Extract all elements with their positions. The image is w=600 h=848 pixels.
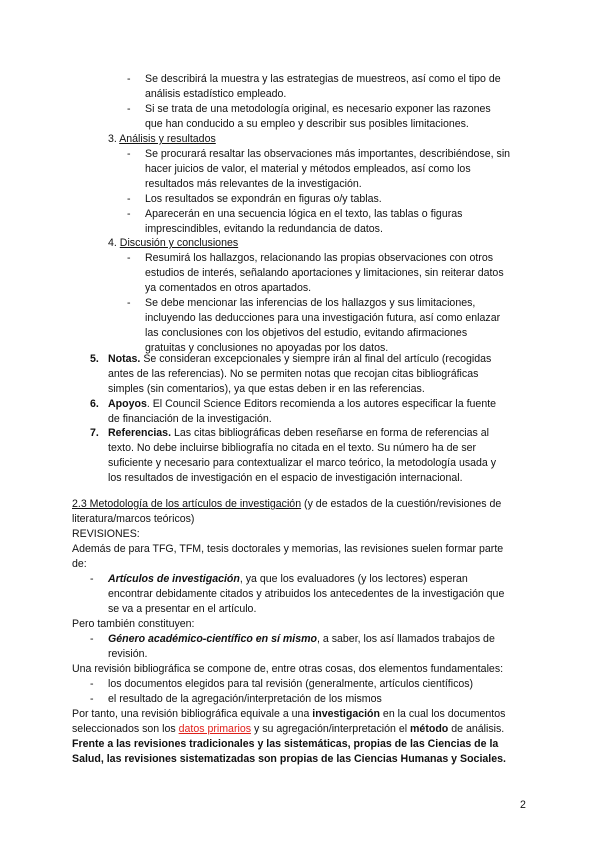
bullet-dash: - xyxy=(127,193,131,205)
text-line: Por tanto, una revisión bibliográfica equivale a una investigación en la cual los documentos xyxy=(72,708,506,720)
bullet-dash: - xyxy=(127,208,131,220)
bullet-dash: - xyxy=(90,693,94,705)
text-line: literatura/marcos teóricos) xyxy=(72,513,195,525)
bullet-dash: - xyxy=(127,73,131,85)
text-line: ya comentados en otros apartados. xyxy=(145,282,312,294)
bullet-dash: - xyxy=(127,252,131,264)
section-heading: 2.3 Metodología de los artículos de investigación (y de estados de la cuestión/revisiones de xyxy=(72,498,502,510)
bullet-dash: - xyxy=(127,148,131,160)
text-line: Además de para TFG, TFM, tesis doctorales y memorias, las revisiones suelen formar parte xyxy=(72,543,504,555)
text-line: suficiente y necesario para contextualizar el marco teórico, la metodología usada y xyxy=(108,457,497,469)
text-line: REVISIONES: xyxy=(72,528,140,540)
list-number: 5. xyxy=(90,353,99,365)
text-line: seleccionados son los datos primarios y su agregación/interpretación el método de análisis. xyxy=(72,723,505,735)
text-line: los resultados de investigación en el espacio de investigación internacional. xyxy=(108,472,463,484)
text-line: que han conducido a su empleo y describir sus posibles limitaciones. xyxy=(145,118,469,130)
text-line: gratuitas y conclusiones no apoyadas por los datos. xyxy=(145,342,389,354)
text-line: Resumirá los hallazgos, relacionando las propias observaciones con otros xyxy=(145,252,494,264)
subsection-heading: 3. Análisis y resultados xyxy=(108,133,216,145)
text-line: el resultado de la agregación/interpretación de los mismos xyxy=(108,693,382,705)
text-line: imprescindibles, evitando la redundancia de datos. xyxy=(145,223,383,235)
text-line: hacer juicios de valor, el material y métodos empleados, así como los xyxy=(145,163,471,175)
text-line: Aparecerán en una secuencia lógica en el texto, las tablas o figuras xyxy=(145,208,463,220)
text-line: revisión. xyxy=(108,648,148,660)
bullet-dash: - xyxy=(127,297,131,309)
text-line: Notas. Se consideran excepcionales y siempre irán al final del artículo (recogidas xyxy=(108,353,492,365)
bullet-dash: - xyxy=(90,573,94,585)
text-line: Género académico-científico en sí mismo, a saber, los así llamados trabajos de xyxy=(108,633,495,645)
text-line: los documentos elegidos para tal revisión (generalmente, artículos científicos) xyxy=(108,678,474,690)
subsection-heading: 4. Discusión y conclusiones xyxy=(108,237,239,249)
text-line: Artículos de investigación, ya que los evaluadores (y los lectores) esperan xyxy=(108,573,468,585)
text-line: Se debe mencionar las inferencias de los hallazgos y sus limitaciones, xyxy=(145,297,476,309)
text-line: resultados más relevantes de la investigación. xyxy=(145,178,362,190)
text-line: se va a presentar en el artículo. xyxy=(108,603,257,615)
text-line: Se procurará resaltar las observaciones más importantes, describiéndose, sin xyxy=(145,148,511,160)
text-line: Pero también constituyen: xyxy=(72,618,195,630)
text-line: las conclusiones con los objetivos del estudio, evitando afirmaciones xyxy=(145,327,468,339)
text-line: de: xyxy=(72,558,87,570)
bullet-dash: - xyxy=(90,678,94,690)
list-number: 7. xyxy=(90,427,99,439)
text-line: de financiación de la investigación. xyxy=(108,413,272,425)
text-line: Frente a las revisiones tradicionales y las sistemáticas, propias de las Ciencias de la xyxy=(72,738,499,750)
text-line: estudios de interés, señalando aportaciones y limitaciones, sin reiterar datos xyxy=(145,267,504,279)
text-line: texto. No debe incluirse bibliografía no citada en el texto. Su número ha de ser xyxy=(108,442,477,454)
text-line: encontrar debidamente citados y atribuidos los antecedentes de la investigación que xyxy=(108,588,505,600)
text-line: Salud, las revisiones sistematizadas son propias de las Ciencias Humanas y Sociales. xyxy=(72,753,506,765)
bullet-dash: - xyxy=(90,633,94,645)
text-line: Una revisión bibliográfica se compone de, entre otras cosas, dos elementos fundamentales: xyxy=(72,663,504,675)
text-line: Si se trata de una metodología original, es necesario exponer las razones xyxy=(145,103,491,115)
text-line: incluyendo las deducciones para una investigación futura, así como enlazar xyxy=(145,312,501,324)
page-number: 2 xyxy=(520,799,526,811)
text-line: Los resultados se expondrán en figuras o/y tablas. xyxy=(145,193,382,205)
text-line: Apoyos. El Council Science Editors recomienda a los autores especificar la fuente xyxy=(108,398,497,410)
text-line: antes de las referencias). No se permiten notas que recojan citas bibliográficas xyxy=(108,368,479,380)
list-number: 6. xyxy=(90,398,99,410)
link-datos-primarios[interactable]: datos primarios xyxy=(178,723,252,735)
text-line: simples (sin comentarios), ya que estas deben ir en las referencias. xyxy=(108,383,425,395)
bullet-dash: - xyxy=(127,103,131,115)
text-line: Referencias. Las citas bibliográficas deben reseñarse en forma de referencias al xyxy=(108,427,490,439)
text-line: análisis estadístico empleado. xyxy=(145,88,287,100)
text-line: Se describirá la muestra y las estrategias de muestreos, así como el tipo de xyxy=(145,73,501,85)
